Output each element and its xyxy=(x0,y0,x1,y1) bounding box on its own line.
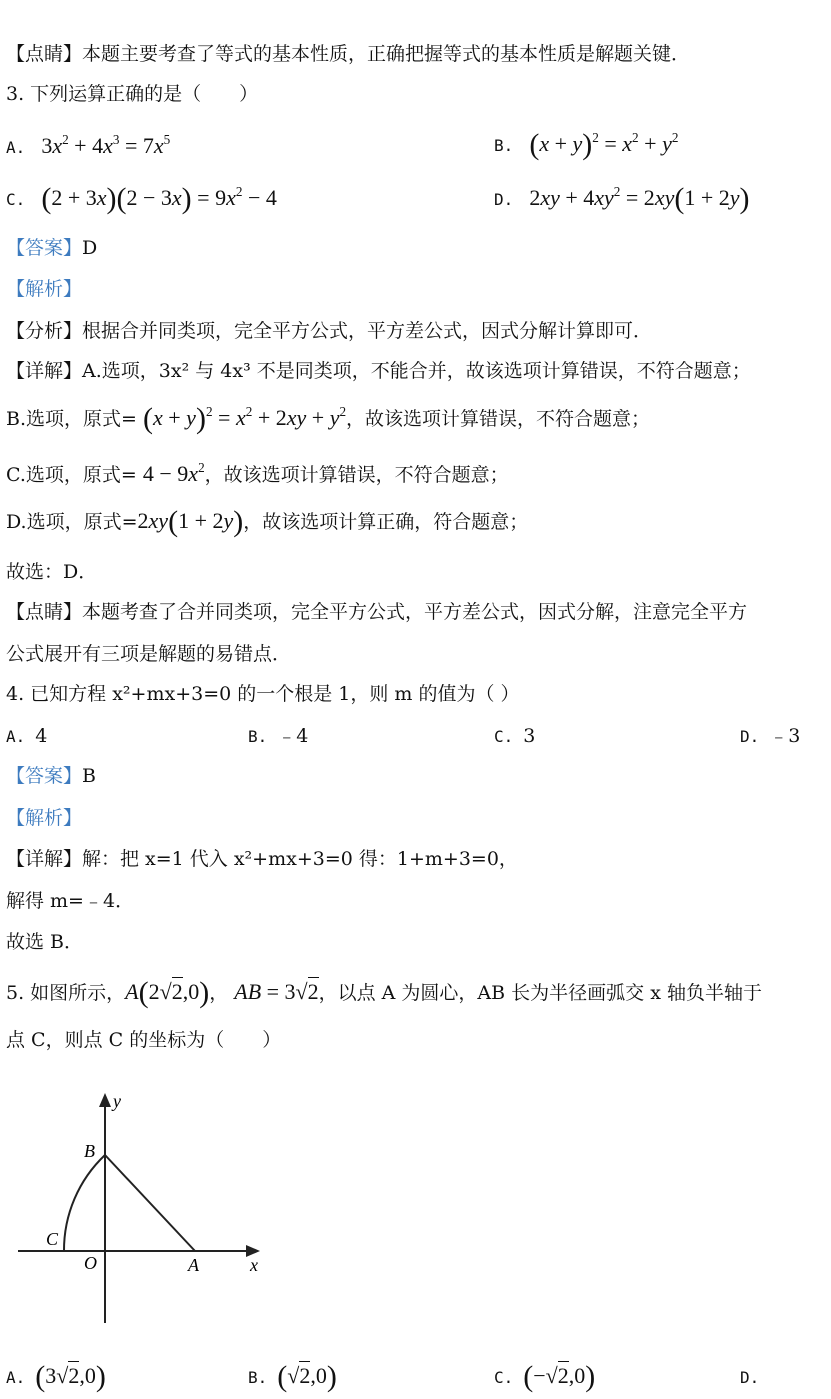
option-expr: (−√2,0) xyxy=(523,1360,596,1393)
q2-comment: 【点睛】本题主要考查了等式的基本性质，正确把握等式的基本性质是解题关键． xyxy=(6,43,691,65)
option-value: 4 xyxy=(35,725,48,747)
q5-option-c[interactable] xyxy=(494,1362,595,1392)
q4-stem: 4. 已知方程 x²+mx+3=0 的一个根是 1，则 m 的值为（ ） xyxy=(6,683,520,705)
answer-tag: 【答案】 xyxy=(6,765,83,787)
q3-comment-1: 【点睛】本题考查了合并同类项，完全平方公式，平方差公式，因式分解，注意完全平方 xyxy=(6,601,748,623)
point-a-expr: A(2√2,0) xyxy=(125,976,210,1009)
q3-fenxi: 【分析】根据合并同类项，完全平方公式，平方差公式，因式分解计算即可． xyxy=(6,320,653,342)
q4-option-b[interactable] xyxy=(248,722,308,751)
option-label: C. xyxy=(494,1368,514,1387)
q5-option-a[interactable] xyxy=(6,1362,106,1392)
b-expr: $(x + y)^2 = x^2 + 2xy + y^2$ xyxy=(142,402,347,435)
q3-detail-d xyxy=(6,507,528,536)
option-value: ﹣4 xyxy=(277,725,309,747)
segment-ab xyxy=(105,1155,195,1251)
q4-result: 解得 m=﹣4． xyxy=(6,890,135,912)
q5-option-b[interactable] xyxy=(248,1362,337,1392)
answer-value: B xyxy=(82,765,96,787)
q4-detail: 【详解】解：把 x=1 代入 x²+mx+3=0 得：1+m+3=0， xyxy=(6,848,518,870)
label-y: y xyxy=(113,1091,121,1111)
option-label: B. xyxy=(494,136,514,155)
ab-expr: AB = 3√2 xyxy=(234,979,319,1004)
stem-suffix: ，以点 A 为圆心，AB 长为半径画弧交 x 轴负半轴于 xyxy=(318,982,762,1004)
d-expr: 2xy(1 + 2y) xyxy=(137,505,244,538)
c-expr: $4 - 9x^2$ xyxy=(142,459,205,486)
q3-option-d[interactable] xyxy=(494,184,750,214)
q3-answer xyxy=(6,234,97,262)
q3-option-a[interactable] xyxy=(6,132,170,162)
q5-stem: 5. 如图所示，A(2√2,0)， AB = 3√2，以点 A 为圆心，AB 长为半径画弧交 x 轴负半轴于 xyxy=(6,976,762,1009)
q3-analysis-tag: 【解析】 xyxy=(6,278,83,300)
option-label: A. xyxy=(6,1368,26,1387)
q3-choose: 故选：D． xyxy=(6,561,98,583)
option-label: D. xyxy=(740,727,760,746)
q4-option-d[interactable] xyxy=(740,722,800,751)
option-label: D. xyxy=(740,1368,760,1387)
b-suffix: ，故该选项计算错误，不符合题意； xyxy=(346,408,651,430)
c-suffix: ，故该选项计算错误，不符合题意； xyxy=(204,464,509,486)
q3-detail-c xyxy=(6,460,509,489)
answer-tag: 【答案】 xyxy=(6,237,83,259)
answer-value: D xyxy=(82,237,98,259)
detail-prefix: 【详解】A.选项， xyxy=(6,360,159,382)
label-x: x xyxy=(250,1255,258,1275)
d-suffix: ，故该选项计算正确，符合题意； xyxy=(243,511,529,533)
option-label: A. xyxy=(6,727,26,746)
c-prefix: C.选项，原式= xyxy=(6,464,137,486)
q3-option-c[interactable] xyxy=(6,184,277,214)
q3-comment-2: 公式展开有三项是解题的易错点． xyxy=(6,643,292,665)
option-label: C. xyxy=(6,190,26,209)
option-value: 3 xyxy=(523,725,536,747)
q5-figure xyxy=(10,1085,280,1330)
q5-option-d[interactable] xyxy=(740,1362,769,1392)
y-axis-arrow xyxy=(99,1093,111,1107)
b-prefix: B.选项，原式= xyxy=(6,408,137,430)
q4-option-a[interactable] xyxy=(6,722,47,751)
option-label: B. xyxy=(248,727,268,746)
option-label: A. xyxy=(6,138,26,157)
q4-analysis-tag: 【解析】 xyxy=(6,807,83,829)
option-expr: $3x^2 + 4x^3 = 7x^5$ xyxy=(41,131,171,158)
option-label: D. xyxy=(494,190,514,209)
d-prefix: D.选项，原式= xyxy=(6,511,138,533)
option-expr: $(x + y)^2 = x^2 + y^2$ xyxy=(529,128,679,161)
q3-stem: 3. 下列运算正确的是（ ） xyxy=(6,83,259,105)
q3-detail-b xyxy=(6,404,650,433)
label-a: A xyxy=(188,1255,199,1275)
q4-answer xyxy=(6,762,96,790)
option-expr: (3√2,0) xyxy=(35,1360,106,1393)
option-expr: $2xy + 4xy^2 = 2xy(1 + 2y)$ xyxy=(529,182,750,215)
q3-detail-a xyxy=(6,357,751,385)
label-b: B xyxy=(84,1141,95,1161)
option-expr: (√2,0) xyxy=(277,1360,337,1393)
stem-prefix: 5. 如图所示， xyxy=(6,982,126,1004)
q3-option-b[interactable] xyxy=(494,130,678,160)
q4-option-c[interactable] xyxy=(494,722,535,751)
detail-a-text: 3x² 与 4x³ 不是同类项，不能合并，故该选项计算错误，不符合题意； xyxy=(158,360,751,382)
arc-bc xyxy=(64,1155,105,1251)
option-expr: $(2 + 3x)(2 - 3x) = 9x^2 - 4$ xyxy=(41,182,277,215)
option-label: B. xyxy=(248,1368,268,1387)
label-c: C xyxy=(46,1229,59,1249)
option-label: C. xyxy=(494,727,514,746)
q5-stem-line2: 点 C，则点 C 的坐标为（ ） xyxy=(6,1029,282,1051)
option-value: ﹣3 xyxy=(769,725,801,747)
q4-choose: 故选 B． xyxy=(6,931,84,953)
label-o: O xyxy=(84,1253,97,1273)
